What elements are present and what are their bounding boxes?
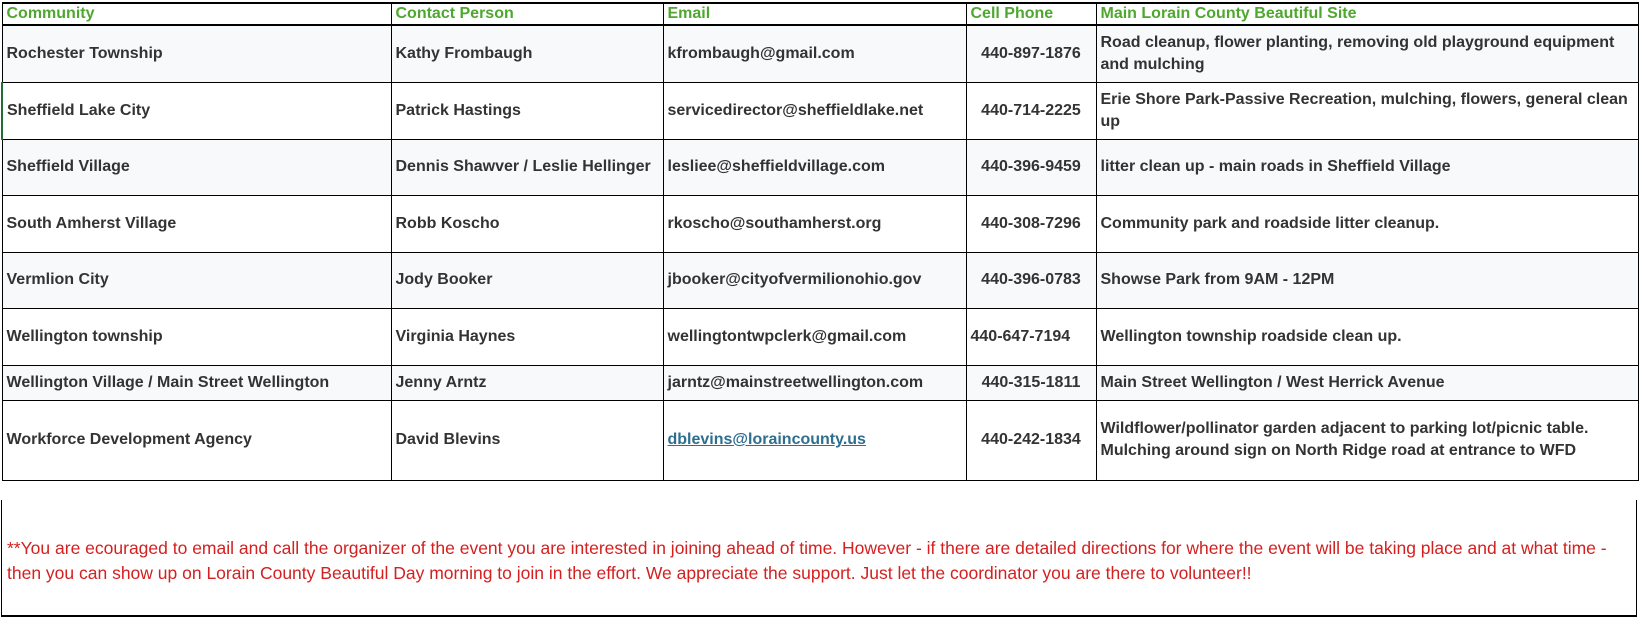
table-row xyxy=(2,252,1638,308)
cell-email[interactable]: lesliee@sheffieldvillage.com xyxy=(663,139,966,195)
cell-site[interactable]: Main Street Wellington / West Herrick Avenue xyxy=(1096,365,1638,400)
cell-site[interactable]: Wildflower/pollinator garden adjacent to parking lot/picnic table. Mulching around sign on North Ridge road at entrance to WFD xyxy=(1096,400,1638,480)
cell-email[interactable]: kfrombaugh@gmail.com xyxy=(663,25,966,82)
cell-email[interactable]: rkoscho@southamherst.org xyxy=(663,195,966,252)
table-row xyxy=(2,139,1638,195)
cell-community[interactable]: Workforce Development Agency xyxy=(2,400,391,480)
email-link[interactable]: dblevins@loraincounty.us xyxy=(667,431,866,448)
cell-contact[interactable]: Dennis Shawver / Leslie Hellinger xyxy=(391,139,663,195)
cell-email[interactable]: servicedirector@sheffieldlake.net xyxy=(663,82,966,139)
cell-contact[interactable]: Jody Booker xyxy=(391,252,663,308)
cell-community[interactable]: Wellington Village / Main Street Wellington xyxy=(2,365,391,400)
volunteer-sites-table xyxy=(1,2,1639,481)
cell-email[interactable] xyxy=(663,400,966,480)
cell-site[interactable]: Showse Park from 9AM - 12PM xyxy=(1096,252,1638,308)
cell-community[interactable]: Wellington township xyxy=(2,308,391,365)
cell-contact[interactable]: Virginia Haynes xyxy=(391,308,663,365)
table-row xyxy=(2,195,1638,252)
table-row xyxy=(2,82,1638,139)
cell-email[interactable]: jarntz@mainstreetwellington.com xyxy=(663,365,966,400)
cell-site[interactable]: Erie Shore Park-Passive Recreation, mulching, flowers, general clean up xyxy=(1096,82,1638,139)
header-row xyxy=(2,3,1638,25)
cell-phone[interactable]: 440-714-2225 xyxy=(966,82,1096,139)
cell-email[interactable]: jbooker@cityofvermilionohio.gov xyxy=(663,252,966,308)
cell-contact[interactable]: Robb Koscho xyxy=(391,195,663,252)
cell-site[interactable]: Wellington township roadside clean up. xyxy=(1096,308,1638,365)
cell-phone[interactable]: 440-396-0783 xyxy=(966,252,1096,308)
volunteer-note-cell[interactable] xyxy=(1,500,1637,617)
cell-contact[interactable]: Patrick Hastings xyxy=(391,82,663,139)
cell-phone[interactable]: 440-897-1876 xyxy=(966,25,1096,82)
cell-contact[interactable]: Kathy Frombaugh xyxy=(391,25,663,82)
cell-community[interactable]: Rochester Township xyxy=(2,25,391,82)
cell-community[interactable]: Sheffield Lake City xyxy=(2,82,391,139)
cell-site[interactable]: litter clean up - main roads in Sheffield Village xyxy=(1096,139,1638,195)
cell-phone[interactable]: 440-315-1811 xyxy=(966,365,1096,400)
cell-community[interactable]: South Amherst Village xyxy=(2,195,391,252)
cell-site[interactable]: Community park and roadside litter cleanup. xyxy=(1096,195,1638,252)
cell-phone[interactable]: 440-242-1834 xyxy=(966,400,1096,480)
cell-phone[interactable]: 440-647-7194 xyxy=(966,308,1096,365)
cell-community[interactable]: Sheffield Village xyxy=(2,139,391,195)
table-row xyxy=(2,365,1638,400)
header-community[interactable]: Community xyxy=(2,3,391,25)
cell-contact[interactable]: David Blevins xyxy=(391,400,663,480)
cell-phone[interactable]: 440-308-7296 xyxy=(966,195,1096,252)
table-row xyxy=(2,308,1638,365)
header-cell-phone[interactable]: Cell Phone xyxy=(966,3,1096,25)
cell-site[interactable]: Road cleanup, flower planting, removing old playground equipment and mulching xyxy=(1096,25,1638,82)
cell-phone[interactable]: 440-396-9459 xyxy=(966,139,1096,195)
header-email[interactable]: Email xyxy=(663,3,966,25)
header-contact-person[interactable]: Contact Person xyxy=(391,3,663,25)
volunteer-note: **You are ecouraged to email and call the organizer of the event you are interested in joining ahead of time. However - if there are detailed directions for where the event will be taking place and at what time - then you can show up on Lorain County Beautiful Day morning to join in the effort. We appreciate the support. Just let the coordinator you are there to volunteer!! xyxy=(7,538,1607,583)
table-row xyxy=(2,400,1638,480)
cell-community[interactable]: Vermlion City xyxy=(2,252,391,308)
table-row xyxy=(2,25,1638,82)
header-site[interactable]: Main Lorain County Beautiful Site xyxy=(1096,3,1638,25)
cell-contact[interactable]: Jenny Arntz xyxy=(391,365,663,400)
cell-email[interactable]: wellingtontwpclerk@gmail.com xyxy=(663,308,966,365)
